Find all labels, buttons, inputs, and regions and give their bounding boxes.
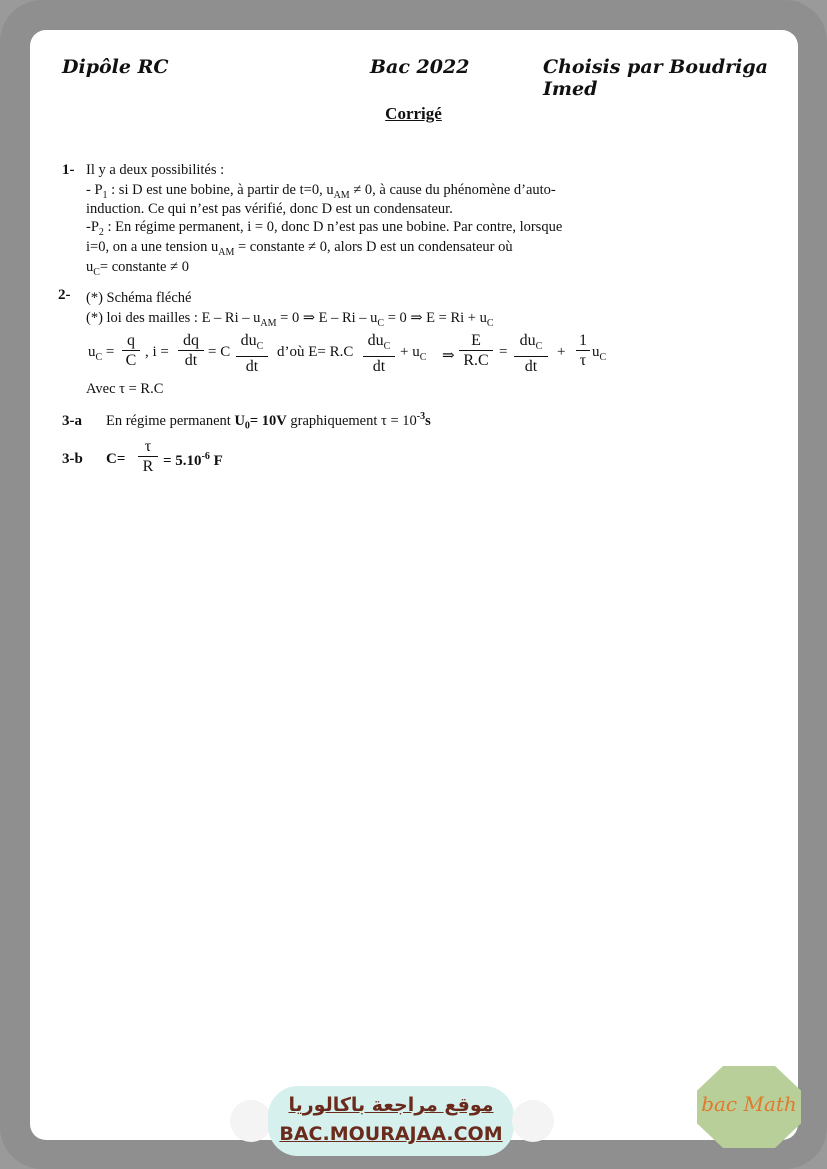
q1-line-1: Il y a deux possibilités : bbox=[86, 162, 225, 178]
eq-dou: d’où E= R.C bbox=[277, 344, 354, 360]
q2-avec-tau: Avec τ = R.C bbox=[86, 381, 164, 397]
header-center: Bac 2022 bbox=[370, 56, 470, 78]
footer-arabic-link[interactable]: موقع مراجعة باكالوريا bbox=[288, 1094, 494, 1116]
eq-i: , i = bbox=[145, 344, 169, 360]
bac-math-badge-text: bac Math bbox=[701, 1092, 797, 1116]
eq-plus-uc: + $u_C$ bbox=[400, 344, 427, 363]
q2-line-1: (*) Schéma fléché bbox=[86, 290, 192, 306]
footer-url-link[interactable]: BAC.MOURAJAA.COM bbox=[279, 1123, 503, 1145]
q1-number: 1- bbox=[62, 162, 75, 178]
q3b-result: = $5.10^{-6}$ F bbox=[163, 451, 223, 469]
q3b-C: C= bbox=[106, 451, 126, 467]
frac-E-over-RC: $\frac{E}{R.C}$ bbox=[459, 332, 493, 370]
header-left: Dipôle RC bbox=[62, 56, 169, 78]
frac-1-over-tau: $\frac{1}{\tau}$ bbox=[576, 332, 590, 370]
site-logo-left bbox=[230, 1100, 272, 1142]
q3a-number: 3-a bbox=[62, 413, 82, 429]
frac-duc-dt-3: $du_C$ dt bbox=[514, 332, 548, 376]
q3a-text: En régime permanent $U_0= 10V$ graphiquement $\tau = 10^{-3}s$ bbox=[106, 411, 431, 432]
q1-line-3: induction. Ce qui n’est pas vérifié, donc D est un condensateur. bbox=[86, 201, 453, 217]
frac-dq-dt: $\frac{dq}{dt}$ bbox=[178, 332, 204, 370]
frac-tau-over-R: $\frac{\tau}{R}$ bbox=[138, 438, 158, 476]
eq-plus: + bbox=[557, 344, 566, 360]
q1-line-4: $-P_2$ : En régime permanent, i = 0, donc D n’est pas une bobine. Par contre, lorsque bbox=[86, 219, 563, 238]
q2-number: 2- bbox=[58, 287, 71, 303]
q3b-number: 3-b bbox=[62, 451, 83, 467]
site-logo-right bbox=[512, 1100, 554, 1142]
frac-q-over-C: $\frac{q}{C}$ bbox=[122, 332, 140, 370]
eq-implies: ⇒ bbox=[442, 348, 455, 364]
eq-uc: $u_C$ = bbox=[88, 344, 115, 363]
q2-line-2: (*) loi des mailles : $E - Ri - u_{AM} = 0$ ⇒ $E - Ri - u_C = 0$ ⇒ $E = Ri + u_C$ bbox=[86, 310, 494, 329]
frac-duc-dt-2: $du_C$ dt bbox=[363, 332, 395, 376]
frac-duc-dt-1: $du_C$ dt bbox=[236, 332, 268, 376]
page-title: Corrigé bbox=[385, 104, 442, 123]
header-right: Choisis par Boudriga Imed bbox=[543, 56, 768, 100]
q1-line-2: - $P_1$ : si D est une bobine, à partir de t=0, $u_{AM} \ne 0$, à cause du phénomène d’auto- bbox=[86, 182, 556, 201]
eq-equals: = bbox=[499, 344, 508, 360]
eq-uc-end: $u_C$ bbox=[592, 344, 607, 363]
q1-line-5: i=0, on a une tension $u_{AM}$ = constante ≠ 0, alors D est un condensateur où bbox=[86, 239, 513, 258]
eq-equals-C: = C bbox=[208, 344, 231, 360]
q1-line-6: $u_C=$ constante ≠ 0 bbox=[86, 259, 189, 278]
